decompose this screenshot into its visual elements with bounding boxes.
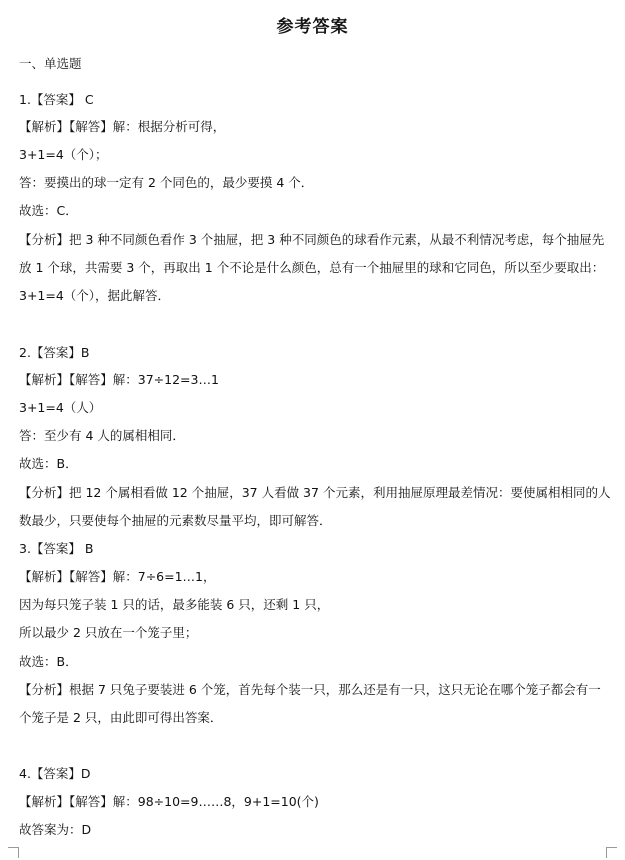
answer-line: 1.【答案】 C [19,92,94,107]
explanation-line: 【解析】【解答】解：根据分析可得， [19,119,226,134]
analysis-line: 【分析】把 12 个属相看做 12 个抽屉，37 人看做 37 个元素，利用抽屉原理最差情况：要使属相相同的人 [19,485,611,500]
explanation-line: 故选：B． [19,654,78,669]
analysis-line: 3+1=4（个），据此解答． [19,288,171,303]
explanation-line: 【解析】【解答】解：37÷12=3…1 [19,372,219,387]
explanation-line: 【解析】【解答】解：98÷10=9……8，9+1=10(个) [19,794,319,809]
explanation-line: 3+1=4（人） [19,400,102,415]
analysis-line: 【分析】根据 7 只兔子要装进 6 个笼，首先每个装一只，那么还是有一只，这只无论在哪个笼子都会有一 [19,682,601,697]
explanation-line: 3+1=4（个）； [19,147,108,162]
answer-line: 2.【答案】B [19,345,90,360]
explanation-line: 所以最少 2 只放在一个笼子里； [19,625,198,640]
explanation-line: 【解析】【解答】解：7÷6=1…1， [19,569,216,584]
answer-line: 4.【答案】D [19,766,91,781]
explanation-line: 故选：C． [19,203,78,218]
page-title: 参考答案 [276,17,349,37]
explanation-line: 故选：B． [19,456,78,471]
answer-line: 3.【答案】 B [19,541,94,556]
analysis-line: 【分析】把 3 种不同颜色看作 3 个抽屉，把 3 种不同颜色的球看作元素，从最不利情况考虑，每个抽屉先 [19,232,605,247]
explanation-line: 因为每只笼子装 1 只的话，最多能装 6 只，还剩 1 只， [19,597,330,612]
explanation-line: 答：至少有 4 人的属相相同． [19,428,185,443]
section-heading: 一、单选题 [19,56,82,71]
analysis-line: 数最少，只要使每个抽屉的元素数尽量平均，即可解答． [19,513,332,528]
margin-corner-mark [8,847,19,858]
explanation-line: 答：要摸出的球一定有 2 个同色的，最少要摸 4 个． [19,175,314,190]
analysis-line: 放 1 个球，共需要 3 个，再取出 1 个不论是什么颜色，总有一个抽屉里的球和它同色，所以至少要取出： [19,260,605,275]
explanation-line: 故答案为：D [19,822,92,837]
margin-corner-mark [606,847,617,858]
analysis-line: 个笼子是 2 只，由此即可得出答案． [19,710,223,725]
